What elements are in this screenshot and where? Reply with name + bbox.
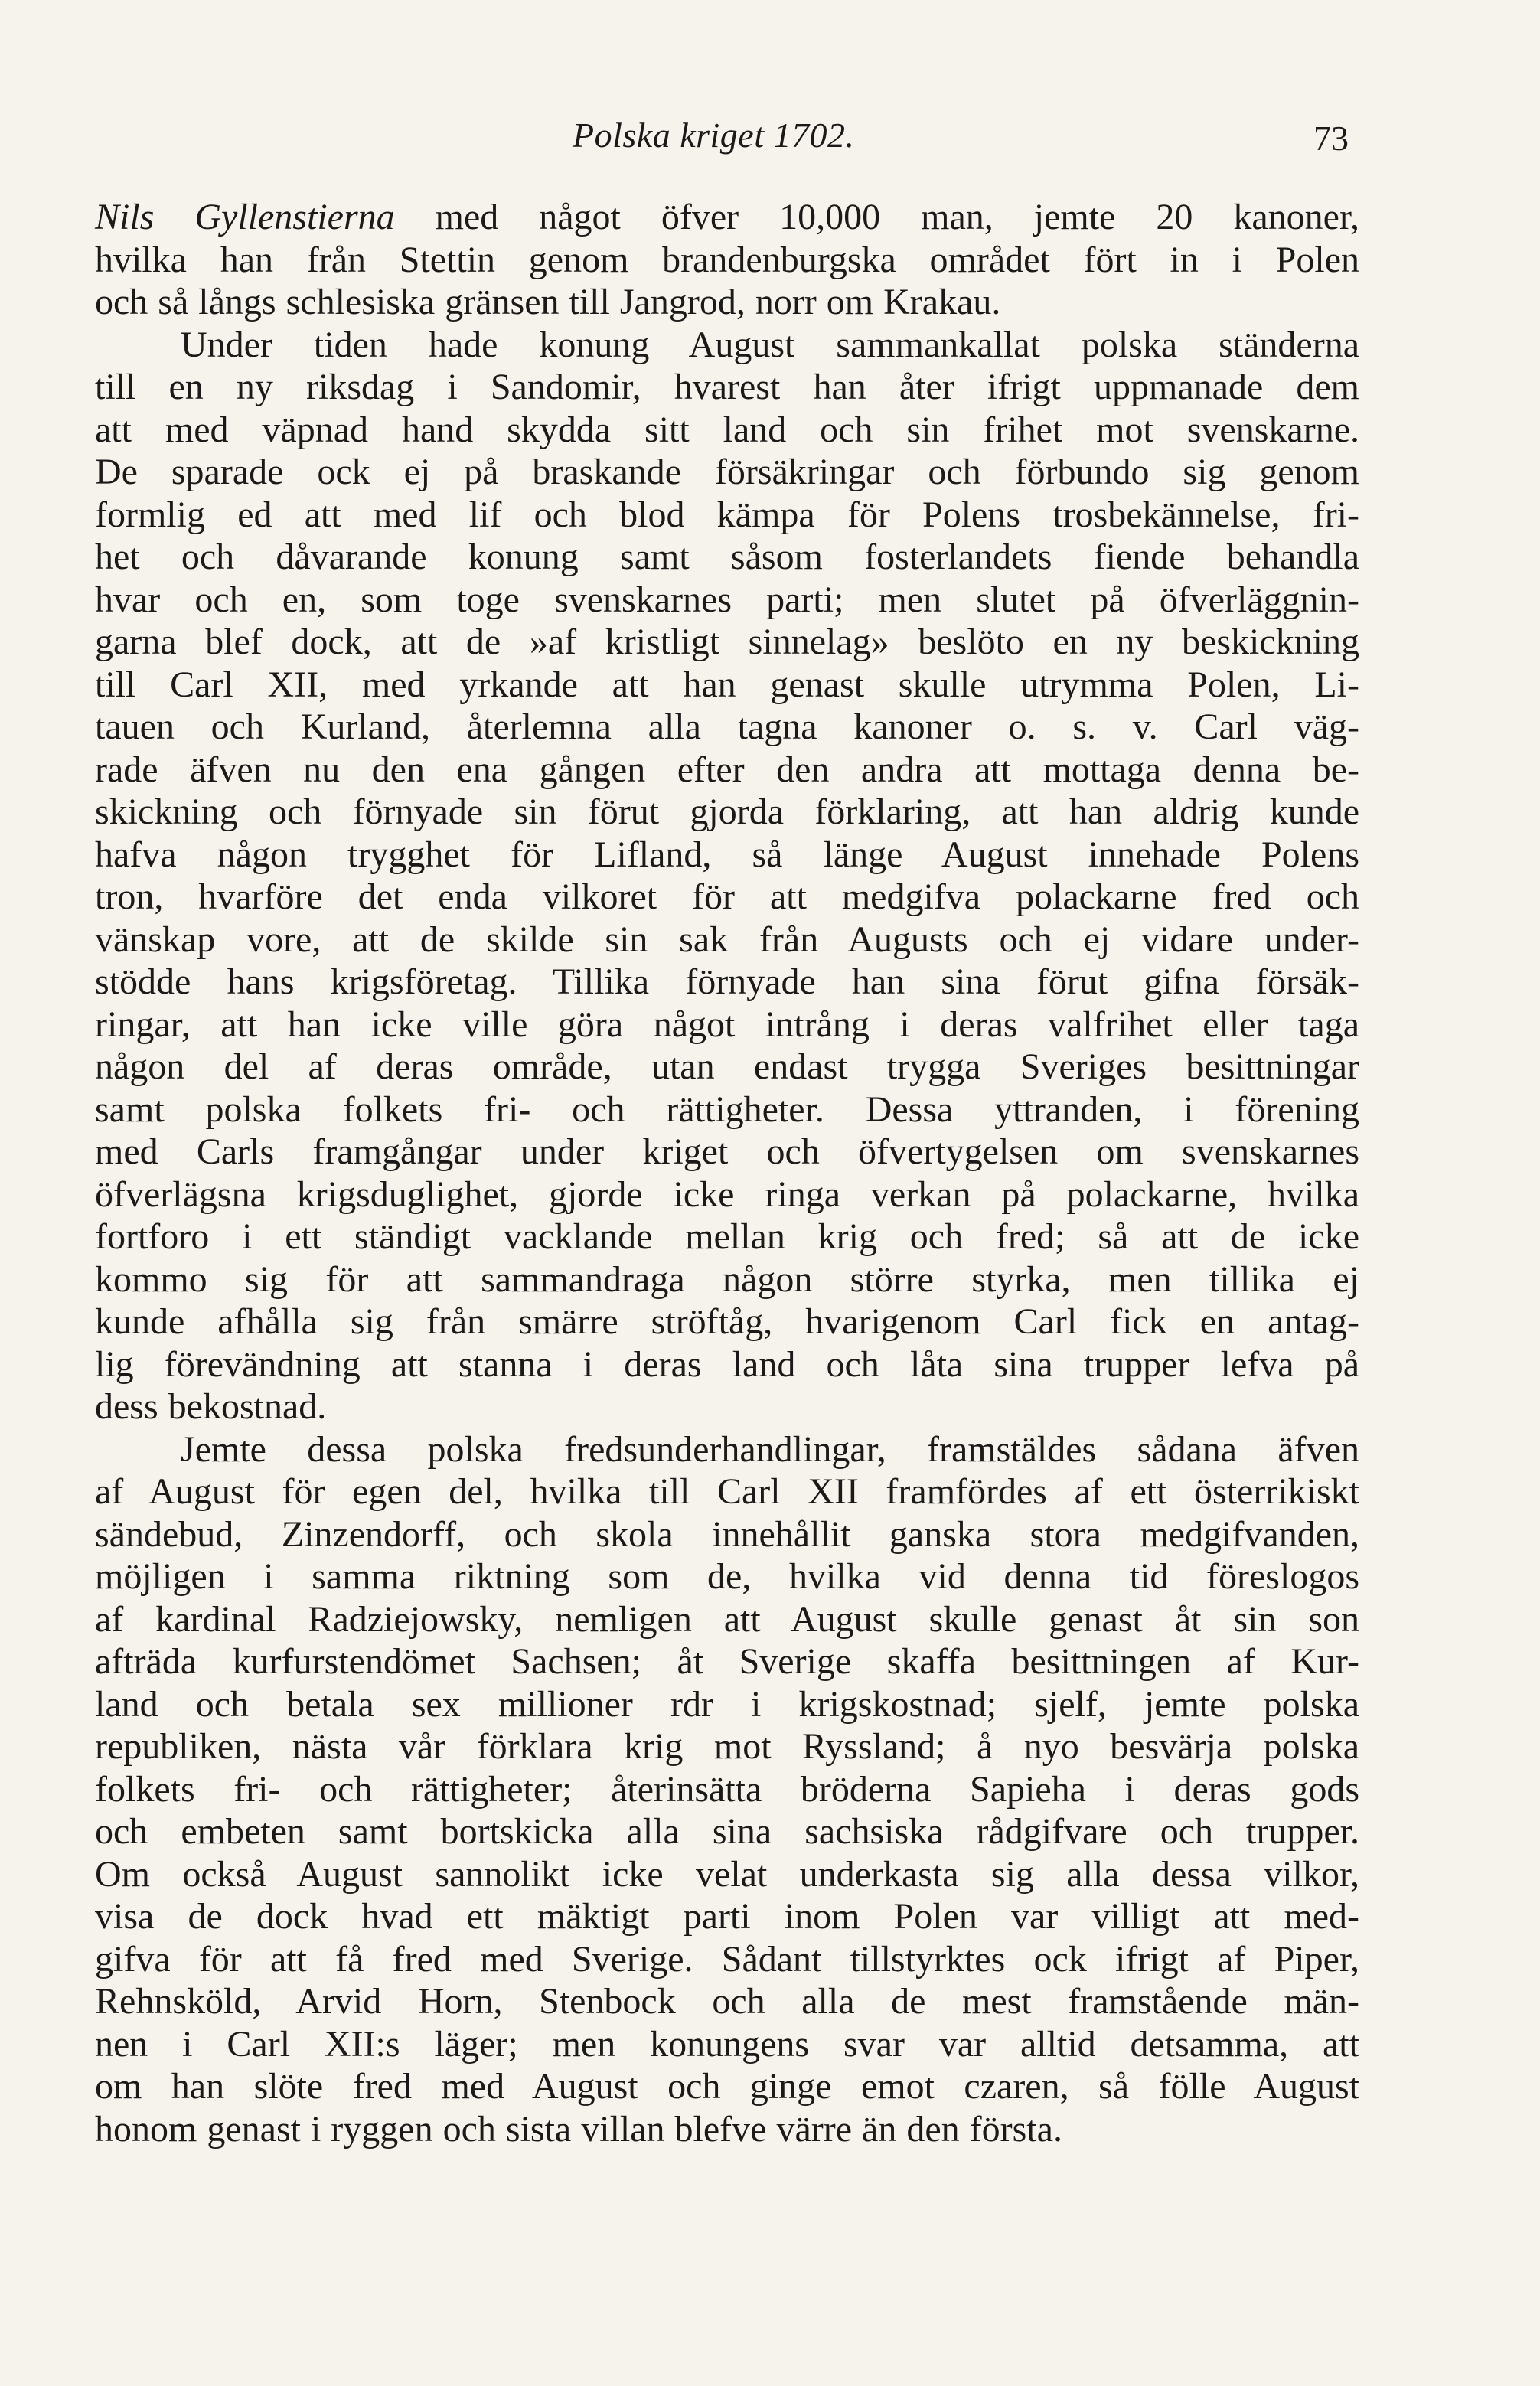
- text-line: [95, 196, 1359, 239]
- text-line: [95, 1089, 1359, 1131]
- text-line: [95, 1470, 1359, 1513]
- text-line: [95, 919, 1359, 961]
- text-line: [95, 791, 1359, 834]
- line-text: dess bekostnad.: [95, 1386, 327, 1427]
- body-text: [95, 196, 1359, 2150]
- text-line: [95, 1386, 1359, 1428]
- italic-name: Nils Gyllenstierna: [95, 197, 395, 237]
- text-line: [95, 1428, 1359, 1471]
- line-text: republiken, nästa vår förklara krig mot Ryssland; å nyo besvärja polska: [95, 1726, 1359, 1767]
- text-line: [95, 1301, 1359, 1343]
- line-text: hvilka han från Stettin genom brandenburgska området fört in i Polen: [95, 239, 1359, 280]
- line-text: Om också August sannolikt icke velat underkasta sig alla dessa vilkor,: [95, 1853, 1359, 1895]
- line-text: hvar och en, som toge svenskarnes parti; men slutet på öfverläggnin-: [95, 579, 1359, 620]
- line-text: folkets fri- och rättigheter; återinsätta bröderna Sapieha i deras gods: [95, 1768, 1359, 1810]
- line-text: skickning och förnyade sin förut gjorda förklaring, att han aldrig kunde: [95, 792, 1359, 832]
- line-text: Under tiden hade konung August sammankallat polska ständerna: [181, 324, 1359, 365]
- text-line: [95, 1258, 1359, 1301]
- line-text: garna blef dock, att de »af kristligt sinnelag» beslöto en ny beskickning: [95, 622, 1359, 662]
- line-text: hafva någon trygghet för Lifland, så länge August innehade Polens: [95, 834, 1359, 875]
- text-line: [95, 1895, 1359, 1938]
- line-text: till Carl XII, med yrkande att han genast skulle utrymma Polen, Li-: [95, 664, 1359, 705]
- text-line: [95, 749, 1359, 792]
- line-text: och så långs schlesiska gränsen till Jangrod, norr om Krakau.: [95, 282, 1001, 322]
- text-line: [95, 706, 1359, 749]
- line-text: lig förevändning att stanna i deras land och låta sina trupper lefva på: [95, 1343, 1359, 1385]
- text-line: [95, 366, 1359, 409]
- line-text: tron, hvarföre det enda vilkoret för att medgifva polackarne fred och: [95, 876, 1359, 917]
- line-text: land och betala sex millioner rdr i krigskostnad; sjelf, jemte polska: [95, 1683, 1359, 1725]
- line-text: med något öfver 10,000 man, jemte 20 kanoner,: [394, 197, 1359, 237]
- text-line: [95, 664, 1359, 707]
- page-header: [0, 115, 1540, 161]
- text-line: [95, 281, 1359, 324]
- line-text: och embeten samt bortskicka alla sina sachsiska rådgifvare och trupper.: [95, 1811, 1359, 1852]
- text-line: [95, 2023, 1359, 2066]
- line-text: möjligen i samma riktning som de, hvilka vid denna tid föreslogos: [95, 1556, 1359, 1597]
- line-text: kommo sig för att sammandraga någon större styrka, men tillika ej: [95, 1258, 1359, 1300]
- text-line: [95, 1555, 1359, 1598]
- text-line: [95, 324, 1359, 367]
- text-line: [95, 1004, 1359, 1046]
- line-text: att med väpnad hand skydda sitt land och sin frihet mot svenskarne.: [95, 409, 1359, 450]
- paragraph: [95, 324, 1359, 1428]
- text-line: [95, 1683, 1359, 1726]
- text-line: [95, 1810, 1359, 1853]
- line-text: Jemte dessa polska fredsunderhandlingar, framstäldes sådana äfven: [181, 1428, 1359, 1470]
- line-text: kunde afhålla sig från smärre ströftåg, hvarigenom Carl fick en antag-: [95, 1301, 1359, 1342]
- line-text: öfverlägsna krigsduglighet, gjorde icke ringa verkan på polackarne, hvilka: [95, 1173, 1359, 1215]
- line-text: visa de dock hvad ett mäktigt parti inom Polen var villigt att med-: [95, 1896, 1359, 1937]
- text-line: [95, 1725, 1359, 1768]
- line-text: gifva för att få fred med Sverige. Sådant tillstyrktes ock ifrigt af Piper,: [95, 1938, 1359, 1980]
- line-text: het och dåvarande konung samt såsom fosterlandets fiende behandla: [95, 537, 1359, 577]
- text-line: [95, 1598, 1359, 1641]
- line-text: stödde hans krigsföretag. Tillika förnyade han sina förut gifna försäk-: [95, 961, 1359, 1002]
- page-number: 73: [1313, 119, 1349, 158]
- text-line: [95, 579, 1359, 622]
- text-line: [95, 2065, 1359, 2108]
- line-text: af August för egen del, hvilka till Carl XII framfördes af ett österrikiskt: [95, 1471, 1359, 1512]
- text-line: [95, 1768, 1359, 1811]
- line-text: tauen och Kurland, återlemna alla tagna kanoner o. s. v. Carl väg-: [95, 707, 1359, 747]
- line-text: formlig ed att med lif och blod kämpa för Polens trosbekännelse, fri-: [95, 494, 1359, 535]
- line-text: De sparade ock ej på braskande försäkringar och förbundo sig genom: [95, 452, 1359, 492]
- line-text: med Carls framgångar under kriget och öfvertygelsen om svenskarnes: [95, 1131, 1359, 1172]
- text-line: [95, 1046, 1359, 1089]
- text-line: [95, 2108, 1359, 2151]
- text-line: [95, 1938, 1359, 1981]
- text-line: [95, 451, 1359, 494]
- text-line: [95, 876, 1359, 919]
- line-text: vänskap vore, att de skilde sin sak från Augusts och ej vidare under-: [95, 919, 1359, 960]
- text-line: [95, 1640, 1359, 1683]
- paragraph: [95, 1428, 1359, 2151]
- text-line: [95, 961, 1359, 1004]
- line-text: om han slöte fred med August och ginge emot czaren, så fölle August: [95, 2066, 1359, 2107]
- line-text: sändebud, Zinzendorff, och skola innehållit ganska stora medgifvanden,: [95, 1513, 1359, 1555]
- text-line: [95, 1343, 1359, 1386]
- text-line: [95, 621, 1359, 664]
- line-text: honom genast i ryggen och sista villan blefve värre än den första.: [95, 2108, 1062, 2149]
- line-text: af kardinal Radziejowsky, nemligen att August skulle genast åt sin son: [95, 1598, 1359, 1640]
- text-line: [95, 1216, 1359, 1258]
- line-text: ringar, att han icke ville göra något intrång i deras valfrihet eller taga: [95, 1004, 1359, 1045]
- line-text: rade äfven nu den ena gången efter den andra att mottaga denna be-: [95, 749, 1359, 790]
- text-line: [95, 239, 1359, 282]
- line-text: fortforo i ett ständigt vacklande mellan krig och fred; så att de icke: [95, 1216, 1359, 1257]
- text-line: [95, 1980, 1359, 2023]
- text-line: [95, 409, 1359, 452]
- text-line: [95, 494, 1359, 537]
- text-line: [95, 1131, 1359, 1173]
- paragraph: [95, 196, 1359, 324]
- line-text: afträda kurfurstendömet Sachsen; åt Sverige skaffa besittningen af Kur-: [95, 1641, 1359, 1682]
- text-line: [95, 834, 1359, 876]
- text-line: [95, 1513, 1359, 1556]
- line-text: samt polska folkets fri- och rättigheter. Dessa yttranden, i förening: [95, 1089, 1359, 1130]
- running-title: Polska kriget 1702.: [573, 116, 855, 155]
- text-line: [95, 1853, 1359, 1896]
- line-text: Rehnsköld, Arvid Horn, Stenbock och alla de mest framstående män-: [95, 1981, 1359, 2022]
- text-line: [95, 1173, 1359, 1216]
- line-text: nen i Carl XII:s läger; men konungens svar var alltid detsamma, att: [95, 2023, 1359, 2064]
- text-line: [95, 536, 1359, 579]
- line-text: till en ny riksdag i Sandomir, hvarest han åter ifrigt uppmanade dem: [95, 367, 1359, 407]
- line-text: någon del af deras område, utan endast trygga Sveriges besittningar: [95, 1046, 1359, 1087]
